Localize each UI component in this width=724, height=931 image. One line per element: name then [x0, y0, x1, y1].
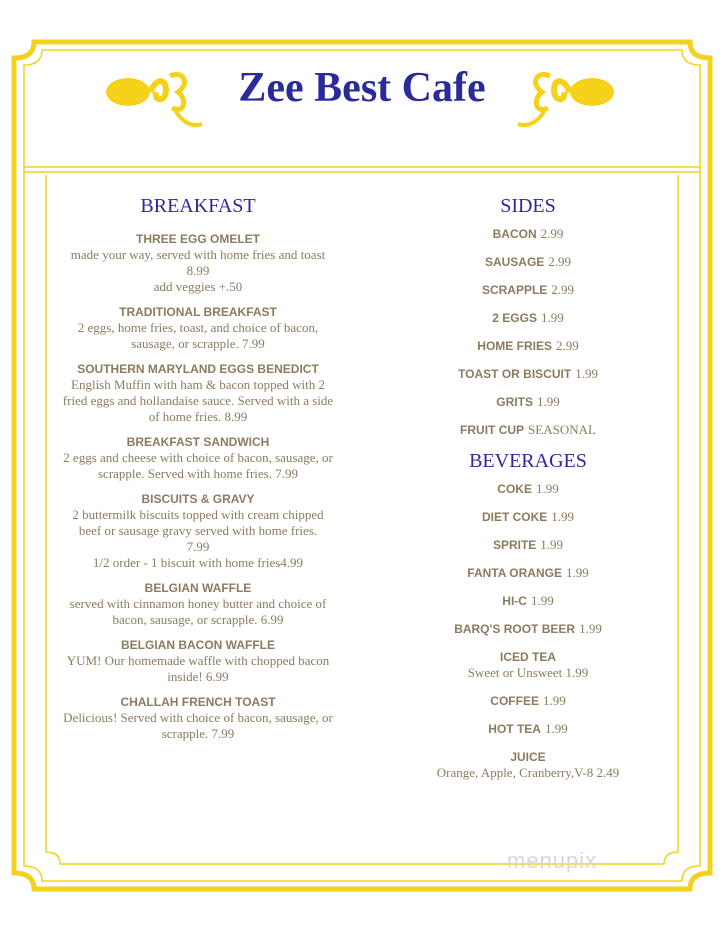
menu-item: [48, 695, 348, 742]
beverage-item: [418, 649, 638, 681]
item-name: COFFEE: [490, 694, 539, 708]
beverage-item: [418, 721, 638, 737]
item-price: 1.99: [565, 565, 589, 580]
item-name: BREAKFAST SANDWICH: [126, 435, 270, 449]
item-name: THREE EGG OMELET: [135, 232, 260, 246]
item-description: Orange, Apple, Cranberry,V-8 2.49: [436, 765, 620, 780]
item-price: 1.99: [535, 481, 559, 496]
beverage-item: [418, 481, 638, 497]
item-price: 1.99: [530, 593, 554, 608]
breakfast-section: [48, 195, 348, 752]
beverages-list: [418, 481, 638, 781]
item-description: 2 eggs, home fries, toast, and choice of bacon,: [77, 320, 319, 335]
item-description: add veggies +.50: [153, 279, 243, 294]
item-description: bacon, sausage, or scrapple. 6.99: [112, 612, 284, 627]
item-price: 1.99: [540, 310, 564, 325]
item-price: SEASONAL: [528, 422, 596, 437]
beverage-item: [418, 509, 638, 525]
item-name: SCRAPPLE: [481, 283, 548, 297]
item-price: 1.99: [542, 693, 566, 708]
item-price: 1.99: [579, 621, 602, 636]
item-name: ICED TEA: [499, 650, 556, 664]
side-item: [418, 338, 638, 354]
item-description: Sweet or Unsweet 1.99: [467, 665, 589, 680]
item-name: HOT TEA: [488, 722, 541, 736]
item-price: 1.99: [575, 366, 598, 381]
item-description: 8.99: [186, 263, 210, 278]
item-name: JUICE: [510, 750, 546, 764]
item-description: of home fries. 8.99: [148, 409, 248, 424]
sides-list: [418, 226, 638, 438]
item-name: BARQ'S ROOT BEER: [454, 622, 576, 636]
item-name: GRITS: [496, 395, 533, 409]
item-description: fried eggs and hollandaise sauce. Served with a side: [62, 393, 334, 408]
side-item: [418, 422, 638, 438]
item-name: BELGIAN BACON WAFFLE: [121, 638, 275, 652]
breakfast-heading: BREAKFAST: [140, 195, 256, 217]
item-price: 1.99: [540, 537, 564, 552]
item-name: HOME FRIES: [477, 339, 552, 353]
item-name: HI-C: [502, 594, 527, 608]
side-item: [418, 282, 638, 298]
item-name: SAUSAGE: [484, 255, 545, 269]
side-item: [418, 310, 638, 326]
menu-item: [48, 305, 348, 352]
item-name: BELGIAN WAFFLE: [144, 581, 252, 595]
item-description: served with cinnamon honey butter and choice of: [69, 596, 327, 611]
item-name: SPRITE: [492, 538, 537, 552]
item-name: TOAST OR BISCUIT: [458, 367, 572, 381]
item-price: 1.99: [544, 721, 568, 736]
sides-heading: SIDES: [500, 195, 556, 217]
item-description: Delicious! Served with choice of bacon, sausage, or: [63, 710, 333, 725]
item-name: CHALLAH FRENCH TOAST: [120, 695, 276, 709]
item-description: YUM! Our homemade waffle with chopped bacon: [66, 653, 330, 668]
item-name: 2 EGGS: [492, 311, 537, 325]
item-name: SOUTHERN MARYLAND EGGS BENEDICT: [77, 362, 319, 376]
breakfast-list: [48, 232, 348, 742]
beverage-item: [418, 621, 638, 637]
item-name: FRUIT CUP: [460, 423, 525, 437]
beverage-item: [418, 593, 638, 609]
item-price: 1.99: [551, 509, 575, 524]
item-description: inside! 6.99: [167, 669, 229, 684]
item-name: BACON: [492, 227, 537, 241]
item-price: 1.99: [536, 394, 560, 409]
item-description: scrapple. Served with home fries. 7.99: [97, 466, 298, 481]
item-name: BISCUITS & GRAVY: [141, 492, 255, 506]
item-price: 2.99: [551, 282, 575, 297]
menu-item: [48, 492, 348, 571]
menu-item: [48, 581, 348, 628]
item-description: 2 eggs and cheese with choice of bacon, sausage, or: [63, 450, 333, 465]
right-column: [418, 195, 638, 793]
item-description: sausage, or scrapple. 7.99: [131, 336, 265, 351]
item-name: COKE: [497, 482, 532, 496]
beverage-item: [418, 749, 638, 781]
item-name: DIET COKE: [481, 510, 548, 524]
side-item: [418, 366, 638, 382]
page-title: Zee Best Cafe: [238, 65, 486, 111]
side-item: [418, 394, 638, 410]
menu-item: [48, 362, 348, 425]
item-description: made your way, served with home fries and toast: [70, 247, 326, 262]
beverage-item: [418, 537, 638, 553]
beverage-item: [418, 693, 638, 709]
menu-item: [48, 435, 348, 482]
beverage-item: [418, 565, 638, 581]
side-item: [418, 226, 638, 242]
item-description: 7.99: [186, 539, 210, 554]
item-name: FANTA ORANGE: [467, 566, 562, 580]
item-description: beef or sausage gravy served with home fries.: [78, 523, 318, 538]
item-description: 1/2 order - 1 biscuit with home fries4.99: [92, 555, 304, 570]
item-price: 2.99: [555, 338, 579, 353]
item-description: 2 buttermilk biscuits topped with cream chipped: [72, 507, 324, 522]
watermark-logo: menupix: [507, 848, 598, 873]
menu-item: [48, 638, 348, 685]
item-price: 2.99: [540, 226, 564, 241]
item-price: 2.99: [548, 254, 572, 269]
item-description: English Muffin with ham & bacon topped with 2: [71, 377, 325, 392]
menu-item: [48, 232, 348, 295]
side-item: [418, 254, 638, 270]
item-description: scrapple. 7.99: [161, 726, 235, 741]
item-name: TRADITIONAL BREAKFAST: [119, 305, 277, 319]
beverages-heading: BEVERAGES: [469, 450, 587, 472]
